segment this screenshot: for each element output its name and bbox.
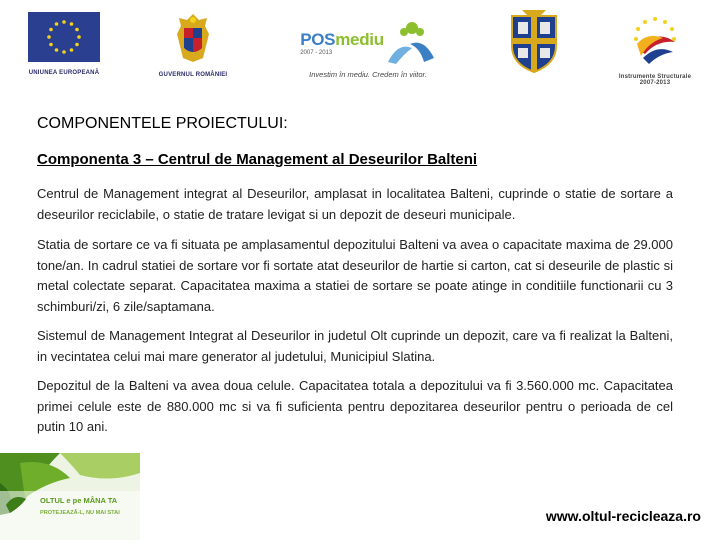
posmediu-logo xyxy=(288,18,448,79)
banner-line2: PROTEJEAZĂ-L, NU MAI STAI xyxy=(40,510,120,516)
romanian-government-logo xyxy=(150,12,236,78)
is-caption-line2: 2007-2013 xyxy=(639,80,671,86)
hands-leaf-icon xyxy=(384,18,436,68)
county-shield-icon xyxy=(508,8,560,74)
structural-instruments-logo xyxy=(612,14,698,86)
posmediu-years: 2007 - 2013 xyxy=(300,49,333,56)
page-title: COMPONENTELE PROIECTULUI: xyxy=(37,115,288,132)
posmediu-slogan: Investim în mediu. Credem în viitor. xyxy=(309,70,427,79)
paragraph-2: Statia de sortare ce va fi situata pe amplasamentul depozitului Balteni va avea o capacitate maxima de 29.000 tone/an. In cadrul statiei de sortare vor fi sortate atat deseurilor de hartie si carton, cat si deseurile de plastic si metal colectate separat. Capacitatea maxima a statiei de sortare se poate atinge in conditiile functionarii cu 3 schimburi/zi, 6 zile/saptamana. xyxy=(37,237,673,314)
paragraph-1: Centrul de Management integrat al Deseurilor, amplasat in localitatea Balteni, cuprinde o statie de sortare a deseurilor reciclabile, o statie de tratare levigat si un depozit de deseuri municipale. xyxy=(37,186,673,222)
posmediu-title: POSmediu xyxy=(300,29,384,49)
paragraph-4: Depozitul de la Balteni va avea doua celule. Capacitatea totala a depozitului va fi 3.560.000 mc. Capacitatea primei celule este de 880.000 mc si va fi suficienta pentru depozitarea deseurilor pentru o perioada de cel putin 10 ani. xyxy=(37,378,673,434)
campaign-banner xyxy=(0,453,140,540)
structural-instruments-icon xyxy=(627,14,683,66)
is-caption-line1: Instrumente Structurale xyxy=(618,74,692,80)
eu-caption: UNIUNEA EUROPEANĂ xyxy=(28,70,100,76)
website-link[interactable]: www.oltul-recicleaza.ro xyxy=(545,508,701,524)
eu-logo xyxy=(28,12,100,76)
logo-bar xyxy=(0,0,720,100)
olt-county-logo xyxy=(506,8,562,79)
campaign-banner-image xyxy=(0,453,140,540)
eu-flag-icon xyxy=(28,12,100,62)
paragraph-3: Sistemul de Management Integrat al Deseurilor in judetul Olt cuprinde un depozit, care va fi realizat la Balteni, in vecintatea celui mai mare generator al judetului, Municipiul Slatina. xyxy=(37,328,673,364)
banner-line1: OLTUL e pe MÂNA TA xyxy=(40,496,118,505)
gov-caption: GUVERNUL ROMÂNIEI xyxy=(158,72,228,78)
coat-of-arms-icon xyxy=(173,12,213,64)
section-heading: Componenta 3 – Centrul de Management al Deseurilor Balteni xyxy=(37,151,478,168)
